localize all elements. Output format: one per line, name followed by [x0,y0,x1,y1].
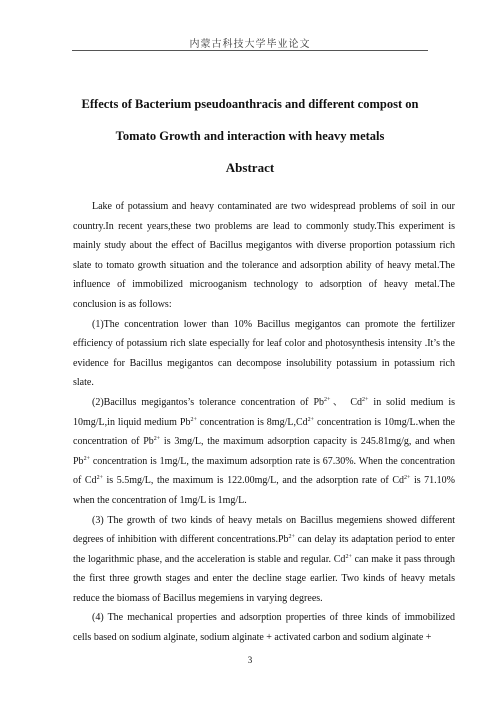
title-line-1: Effects of Bacterium pseudoanthracis and different compost on [81,97,419,111]
superscript: 2+ [307,416,315,423]
superscript: 2+ [190,416,197,423]
superscript: 2+ [404,475,411,482]
paper-title [40,88,460,152]
text-run: (3) The growth of two kinds of heavy metals on Bacillus megemiens showed different degrees of inhibition with different concentrations.Pb [73,514,455,546]
superscript: 2+ [83,455,90,462]
running-header: 内蒙古科技大学毕业论文 [189,39,311,50]
text-run: can delay its adaptation period to enter the logarithmic phase, and the acceleration is stable and regular. Cd [73,534,455,565]
conclusion-point-2 [73,393,455,511]
text-run: concentration is 8mg/L,Cd [196,416,308,428]
text-run: (2)Bacillus megigantos’s tolerance concentration of Pb [92,396,325,408]
abstract-body [73,197,455,648]
text-run: is 3mg/L, the maximum adsorption capacity is 245.81mg/g, and when Pb [73,436,456,467]
text-run: 、 Cd [330,396,363,408]
text-run: in solid medium is 10mg/L,in liquid medium Pb [73,396,456,428]
text-run: is 71.10% when the concentration of 1mg/L is 1mg/L. [73,475,456,506]
conclusion-point-1: (1)The concentration lower than 10% Bacillus megigantos can promote the fertilizer efficiency of potassium rich slate especially for leaf color and photosynthesis intensity .It’s the evidence for Bacillus megigantos can decompose insolubility potassium in potassium rich slate. [73,318,455,389]
page-number: 3 [247,655,253,665]
superscript: 2+ [324,396,331,403]
conclusion-point-4: (4) The mechanical properties and adsorption properties of three kinds of immobilized cells based on sodium alginate, sodium alginate + activated carbon and sodium alginate + [73,612,455,644]
superscript: 2+ [362,396,369,403]
conclusion-point-3 [73,511,455,609]
superscript: 2+ [288,534,295,541]
header-divider [72,50,428,51]
text-run: concentration is 10mg/L.when the concentration of Pb [73,416,455,448]
title-line-2: Tomato Growth and interaction with heavy metals [115,129,385,143]
text-run: is 5.5mg/L, the maximum is 122.00mg/L, and the adsorption rate of Cd [102,475,404,487]
superscript: 2+ [345,553,352,560]
superscript: 2+ [96,475,103,482]
abstract-intro-paragraph: Lake of potassium and heavy contaminated are two widespread problems of soil in our country.In recent years,these two problems are lead to commonly study.This experiment is mainly study about the effect of Bacillus megigantos with diverse proportion potassium rich slate to tomato growth situation and the tolerance and adsorption ability of heavy metal.The influence of immobilized microoganism technology to adsorption of heavy metal.The conclusion is as follows: [73,201,455,310]
superscript: 2+ [153,436,161,443]
abstract-heading: Abstract [225,160,275,175]
text-run: concentration is 1mg/L, the maximum adsorption rate is 67.30%. When the concentration of Cd [73,455,455,487]
text-run: can make it pass through the first three growth stages and enter the decline stage earlier. Two kinds of heavy metals reduce the biomass of Bacillus megemiens in varying degrees. [73,553,456,604]
